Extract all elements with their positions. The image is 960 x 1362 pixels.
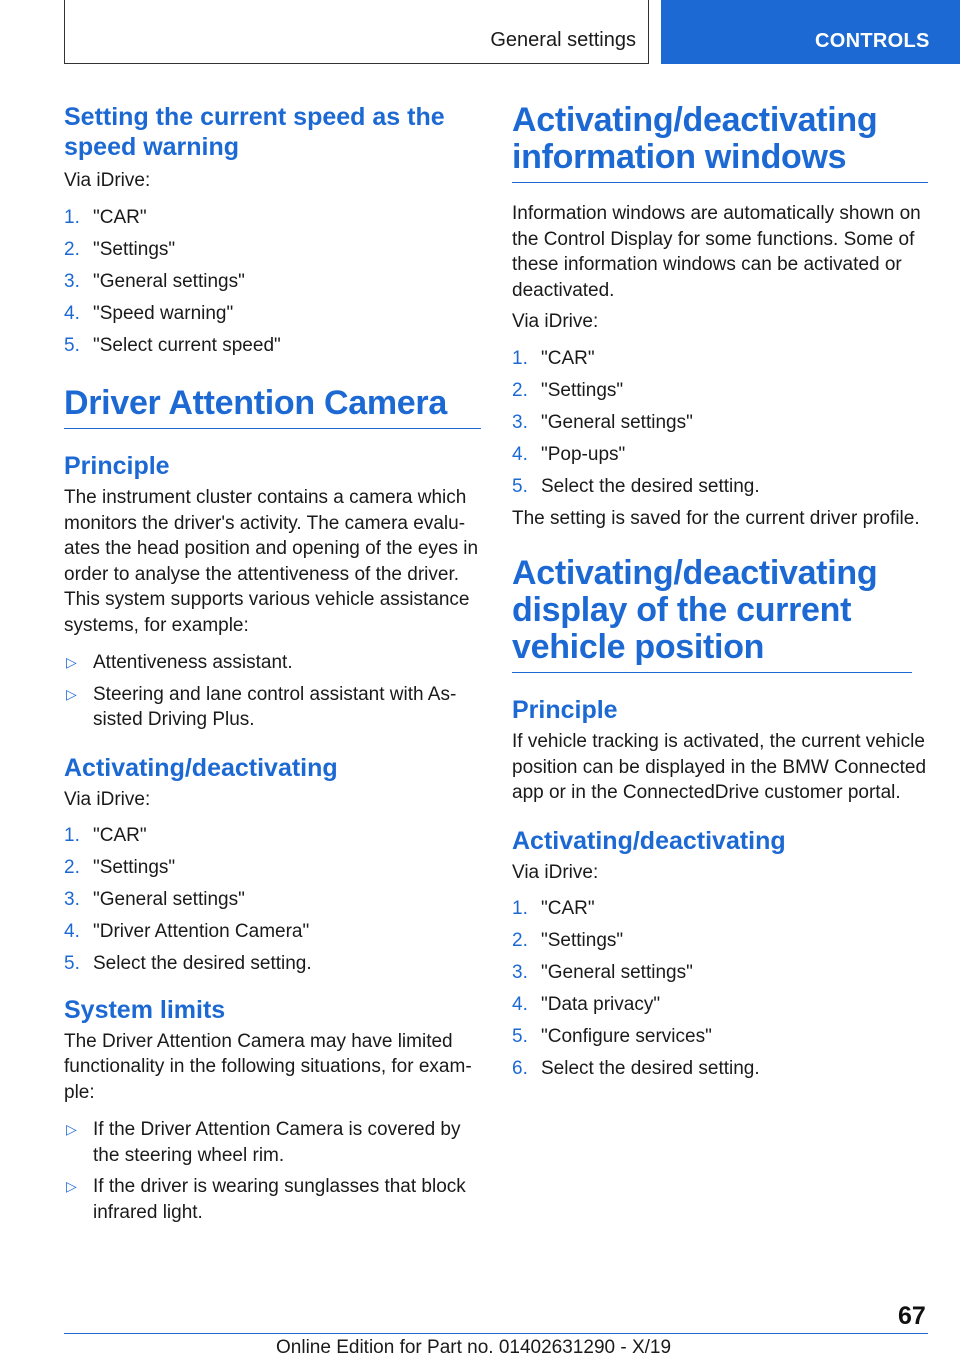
speed-warning-steps [64, 205, 481, 359]
vehicle-position-heading: Activating/deactivating display of the current vehicle position [512, 555, 912, 673]
list-item: 3. "General settings" [64, 889, 245, 910]
dac-steps [64, 823, 481, 977]
list-item: 1. "CAR" [512, 347, 595, 369]
list-item: ▷ If the driver is wearing sunglasses that block infrared light. [66, 1176, 466, 1223]
speed-warning-heading: Setting the current speed as the speed warning [64, 103, 445, 161]
activating-heading: Activating/deactivating [64, 753, 338, 782]
list-item: 5. Select the desired setting. [512, 475, 760, 497]
info-windows-heading: Activating/deactivating information windows [512, 102, 928, 183]
list-item: 2. "Settings" [64, 238, 176, 260]
limits-list [64, 1117, 481, 1225]
left-column [64, 102, 481, 1231]
list-item: 4. "Driver Attention Camera" [64, 921, 310, 942]
dac-heading: Driver Attention Camera [64, 385, 481, 429]
activating-heading: Activating/deactivating [512, 826, 786, 855]
triangle-bullet-icon: ▷ [66, 654, 77, 670]
triangle-bullet-icon: ▷ [66, 1178, 77, 1194]
vehicle-position-steps [512, 896, 928, 1082]
page-number: 67 [898, 1302, 926, 1330]
profile-note: The setting is saved for the current driver profile. [512, 507, 920, 529]
info-windows-text: Information windows are automatically shown on the Control Display for some functions. Some of these information windows can be activated or deactivated. [512, 203, 921, 301]
principle-heading: Principle [512, 696, 618, 724]
section-title: General settings [490, 29, 636, 51]
example-list [64, 650, 481, 733]
chapter-tab [661, 0, 960, 64]
list-item: 2. "Settings" [64, 857, 176, 878]
via-idrive-text: Via iDrive: [64, 170, 151, 191]
list-item: 1. "CAR" [64, 206, 147, 228]
list-item: ▷ Attentiveness assistant. [64, 650, 481, 676]
list-item: 2. "Settings" [512, 379, 624, 401]
right-column [512, 102, 928, 1088]
list-item: 4. "Pop-ups" [512, 443, 626, 465]
principle-text: The instrument cluster contains a camera which monitors the driver's activity. The camera evaluates the head position and opening of the eyes in order to analyse the attentiveness of the driver. This system supports various vehicle assistance systems, for example: [64, 487, 479, 636]
edition-text: Online Edition for Part no. 01402631290 - X/19 [276, 1337, 672, 1358]
list-item: 5. "Select current speed" [64, 334, 281, 356]
list-item: ▷ Steering and lane control assistant with Assisted Driving Plus. [66, 683, 457, 730]
chapter-title: CONTROLS [815, 30, 930, 52]
triangle-bullet-icon: ▷ [66, 1121, 77, 1137]
list-item: ▷ If the Driver Attention Camera is covered by the steering wheel rim. [66, 1119, 461, 1166]
list-item: 4. "Data privacy" [512, 994, 661, 1015]
footer-divider [64, 1333, 928, 1334]
principle-text: If vehicle tracking is activated, the current vehicle position can be displayed in the BMW Connected app or in the ConnectedDrive customer portal. [512, 731, 927, 803]
header-frame [64, 0, 649, 64]
list-item: 5. "Configure services" [512, 1026, 712, 1047]
list-item: 3. "General settings" [64, 270, 245, 292]
list-item: 1. "CAR" [512, 898, 595, 919]
system-limits-heading: System limits [64, 995, 226, 1024]
list-item: 1. "CAR" [64, 825, 147, 846]
triangle-bullet-icon: ▷ [66, 685, 77, 702]
list-item: 4. "Speed warning" [64, 302, 234, 324]
via-idrive-text: Via iDrive: [512, 311, 599, 332]
list-item: 3. "General settings" [512, 411, 693, 433]
info-windows-steps [512, 346, 928, 500]
list-item: 6. Select the desired setting. [512, 1058, 760, 1079]
system-limits-text: The Driver Attention Camera may have limited functionality in the following situations, for example: [64, 1030, 472, 1103]
principle-heading: Principle [64, 452, 170, 480]
list-item: 5. Select the desired setting. [64, 953, 312, 974]
via-idrive-text: Via iDrive: [64, 788, 151, 810]
list-item: 2. "Settings" [512, 930, 624, 951]
via-idrive-text: Via iDrive: [512, 861, 599, 883]
list-item: 3. "General settings" [512, 962, 693, 983]
